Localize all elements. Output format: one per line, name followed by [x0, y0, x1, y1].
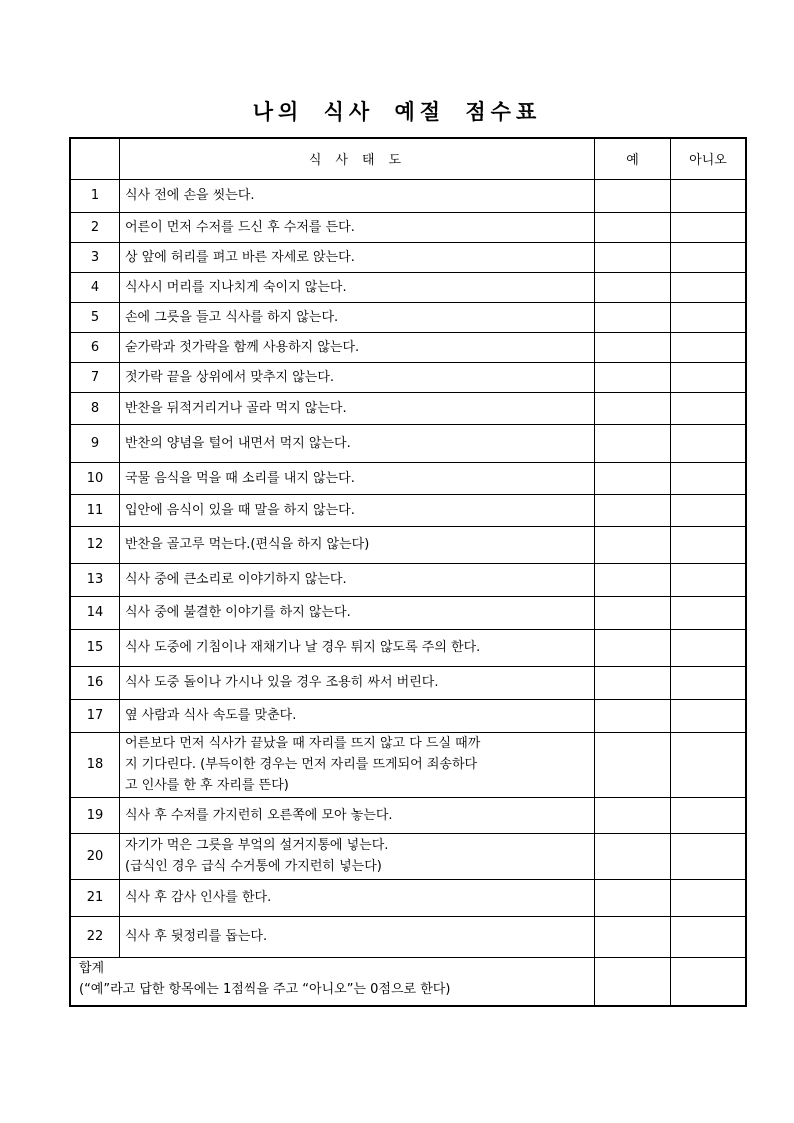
item-number: 13 — [70, 563, 120, 596]
item-description — [120, 212, 595, 242]
item-description — [120, 302, 595, 332]
yes-checkbox-cell[interactable] — [595, 212, 671, 242]
table-header-row — [70, 138, 746, 179]
yes-checkbox-cell[interactable] — [595, 272, 671, 302]
item-description — [120, 179, 595, 212]
yes-checkbox-cell[interactable] — [595, 362, 671, 392]
no-checkbox-cell[interactable] — [671, 596, 747, 629]
table-row — [70, 424, 746, 462]
total-no-cell[interactable] — [671, 957, 747, 1006]
item-description-line: 젓가락 끝을 상위에서 맞추지 않는다. — [125, 369, 335, 385]
item-description — [120, 596, 595, 629]
yes-checkbox-cell[interactable] — [595, 629, 671, 666]
item-description-line: 지 기다린다. (부득이한 경우는 먼저 자리를 뜨게되어 죄송하다 — [125, 757, 478, 772]
no-checkbox-cell[interactable] — [671, 332, 747, 362]
yes-checkbox-cell[interactable] — [595, 242, 671, 272]
item-description-line: 국물 음식을 먹을 때 소리를 내지 않는다. — [125, 470, 355, 486]
item-description — [120, 332, 595, 362]
table-row — [70, 916, 746, 957]
no-checkbox-cell[interactable] — [671, 563, 747, 596]
total-row — [70, 957, 746, 1006]
yes-checkbox-cell[interactable] — [595, 666, 671, 699]
table-row — [70, 242, 746, 272]
no-checkbox-cell[interactable] — [671, 879, 747, 916]
item-description-line: 식사 후 수저를 가지런히 오른쪽에 모아 놓는다. — [125, 807, 393, 823]
yes-checkbox-cell[interactable] — [595, 424, 671, 462]
item-description-line: (급식인 경우 급식 수거통에 가지런히 넣는다) — [125, 859, 382, 874]
item-description-line: 반찬을 골고루 먹는다.(편식을 하지 않는다) — [125, 537, 370, 552]
no-checkbox-cell[interactable] — [671, 732, 747, 797]
item-description — [120, 879, 595, 916]
yes-checkbox-cell[interactable] — [595, 332, 671, 362]
item-description-line: 입안에 음식이 있을 때 말을 하지 않는다. — [125, 502, 355, 518]
table-row — [70, 362, 746, 392]
table-row — [70, 462, 746, 494]
table-row — [70, 629, 746, 666]
no-checkbox-cell[interactable] — [671, 699, 747, 732]
table-row — [70, 494, 746, 526]
scoring-note: (“예”라고 답한 항목에는 1점씩을 주고 “아니오”는 0점으로 한다) — [79, 981, 451, 997]
item-number: 11 — [70, 494, 120, 526]
item-number: 4 — [70, 272, 120, 302]
item-number: 18 — [70, 732, 120, 797]
table-row — [70, 596, 746, 629]
item-description-line: 식사 도중에 기침이나 재채기나 날 경우 튀지 않도록 주의 한다. — [125, 640, 481, 655]
item-number: 14 — [70, 596, 120, 629]
item-description-line: 식사 후 뒷정리를 돕는다. — [125, 929, 268, 944]
page-title: 나의 식사 예절 점수표 — [252, 99, 542, 124]
no-checkbox-cell[interactable] — [671, 797, 747, 833]
table-row — [70, 526, 746, 563]
no-checkbox-cell[interactable] — [671, 494, 747, 526]
item-number: 22 — [70, 916, 120, 957]
item-number: 3 — [70, 242, 120, 272]
item-number: 16 — [70, 666, 120, 699]
item-description — [120, 392, 595, 424]
table-row — [70, 833, 746, 879]
item-description-line: 손에 그릇을 들고 식사를 하지 않는다. — [125, 309, 339, 325]
table-row — [70, 272, 746, 302]
item-number: 6 — [70, 332, 120, 362]
item-description-line: 옆 사람과 식사 속도를 맞춘다. — [125, 708, 297, 723]
item-description — [120, 242, 595, 272]
table-row — [70, 666, 746, 699]
table-body — [70, 179, 746, 957]
table-row — [70, 332, 746, 362]
item-description-line: 숟가락과 젓가락을 함께 사용하지 않는다. — [125, 339, 360, 355]
no-checkbox-cell[interactable] — [671, 526, 747, 563]
item-description — [120, 494, 595, 526]
yes-checkbox-cell[interactable] — [595, 392, 671, 424]
item-number: 1 — [70, 179, 120, 212]
item-description-line: 고 인사를 한 후 자리를 뜬다) — [125, 778, 289, 793]
yes-checkbox-cell[interactable] — [595, 563, 671, 596]
item-description-line: 식사 전에 손을 씻는다. — [125, 188, 255, 203]
header-description: 식사태도 — [120, 138, 595, 179]
item-description-line: 자기가 먹은 그릇을 부엌의 설거지통에 넣는다. — [125, 838, 389, 853]
item-description-line: 반찬의 양념을 털어 내면서 먹지 않는다. — [125, 435, 351, 451]
yes-checkbox-cell[interactable] — [595, 494, 671, 526]
no-checkbox-cell[interactable] — [671, 666, 747, 699]
item-number: 12 — [70, 526, 120, 563]
item-description — [120, 833, 595, 879]
item-description-line: 식사 도중 돌이나 가시나 있을 경우 조용히 싸서 버린다. — [125, 675, 439, 690]
yes-checkbox-cell[interactable] — [595, 879, 671, 916]
no-checkbox-cell[interactable] — [671, 362, 747, 392]
item-number: 17 — [70, 699, 120, 732]
yes-checkbox-cell[interactable] — [595, 732, 671, 797]
item-description — [120, 362, 595, 392]
yes-checkbox-cell[interactable] — [595, 596, 671, 629]
table-row — [70, 179, 746, 212]
item-number: 9 — [70, 424, 120, 462]
table-row — [70, 212, 746, 242]
table-row — [70, 699, 746, 732]
yes-checkbox-cell[interactable] — [595, 526, 671, 563]
item-description-line: 상 앞에 허리를 펴고 바른 자세로 앉는다. — [125, 249, 355, 265]
item-description-line: 식사 후 감사 인사를 한다. — [125, 890, 272, 905]
score-table — [69, 137, 747, 1007]
total-label: 합계 — [79, 960, 105, 976]
table-row — [70, 563, 746, 596]
table-row — [70, 732, 746, 797]
no-checkbox-cell[interactable] — [671, 272, 747, 302]
total-label-cell — [70, 957, 595, 1006]
item-description — [120, 526, 595, 563]
item-description — [120, 272, 595, 302]
no-checkbox-cell[interactable] — [671, 916, 747, 957]
yes-checkbox-cell[interactable] — [595, 462, 671, 494]
item-description — [120, 666, 595, 699]
item-number: 7 — [70, 362, 120, 392]
no-checkbox-cell[interactable] — [671, 242, 747, 272]
no-checkbox-cell[interactable] — [671, 212, 747, 242]
header-yes: 예 — [595, 138, 671, 179]
item-number: 15 — [70, 629, 120, 666]
no-checkbox-cell[interactable] — [671, 462, 747, 494]
no-checkbox-cell[interactable] — [671, 424, 747, 462]
no-checkbox-cell[interactable] — [671, 302, 747, 332]
yes-checkbox-cell[interactable] — [595, 833, 671, 879]
item-description-line: 어른보다 먼저 식사가 끝났을 때 자리를 뜨지 않고 다 드실 때까 — [125, 736, 481, 751]
table-row — [70, 879, 746, 916]
item-description-line: 식사 중에 큰소리로 이야기하지 않는다. — [125, 572, 347, 587]
no-checkbox-cell[interactable] — [671, 629, 747, 666]
item-number: 8 — [70, 392, 120, 424]
item-number: 5 — [70, 302, 120, 332]
header-no: 아니오 — [671, 138, 747, 179]
table-row — [70, 392, 746, 424]
item-description-line: 반찬을 뒤적거리거나 골라 먹지 않는다. — [125, 400, 347, 416]
item-description — [120, 424, 595, 462]
item-description — [120, 797, 595, 833]
item-number: 19 — [70, 797, 120, 833]
yes-checkbox-cell[interactable] — [595, 179, 671, 212]
item-number: 20 — [70, 833, 120, 879]
no-checkbox-cell[interactable] — [671, 392, 747, 424]
table-row — [70, 302, 746, 332]
yes-checkbox-cell[interactable] — [595, 797, 671, 833]
item-description — [120, 916, 595, 957]
yes-checkbox-cell[interactable] — [595, 916, 671, 957]
item-description-line: 식사시 머리를 지나치게 숙이지 않는다. — [125, 279, 347, 295]
item-description — [120, 563, 595, 596]
item-description-line: 식사 중에 불결한 이야기를 하지 않는다. — [125, 605, 351, 620]
no-checkbox-cell[interactable] — [671, 179, 747, 212]
yes-checkbox-cell[interactable] — [595, 302, 671, 332]
item-number: 10 — [70, 462, 120, 494]
item-number: 21 — [70, 879, 120, 916]
total-yes-cell[interactable] — [595, 957, 671, 1006]
no-checkbox-cell[interactable] — [671, 833, 747, 879]
item-description-line: 어른이 먼저 수저를 드신 후 수저를 든다. — [125, 219, 355, 235]
item-description — [120, 629, 595, 666]
item-number: 2 — [70, 212, 120, 242]
item-description — [120, 462, 595, 494]
table-row — [70, 797, 746, 833]
header-number — [70, 138, 120, 179]
item-description — [120, 732, 595, 797]
yes-checkbox-cell[interactable] — [595, 699, 671, 732]
item-description — [120, 699, 595, 732]
